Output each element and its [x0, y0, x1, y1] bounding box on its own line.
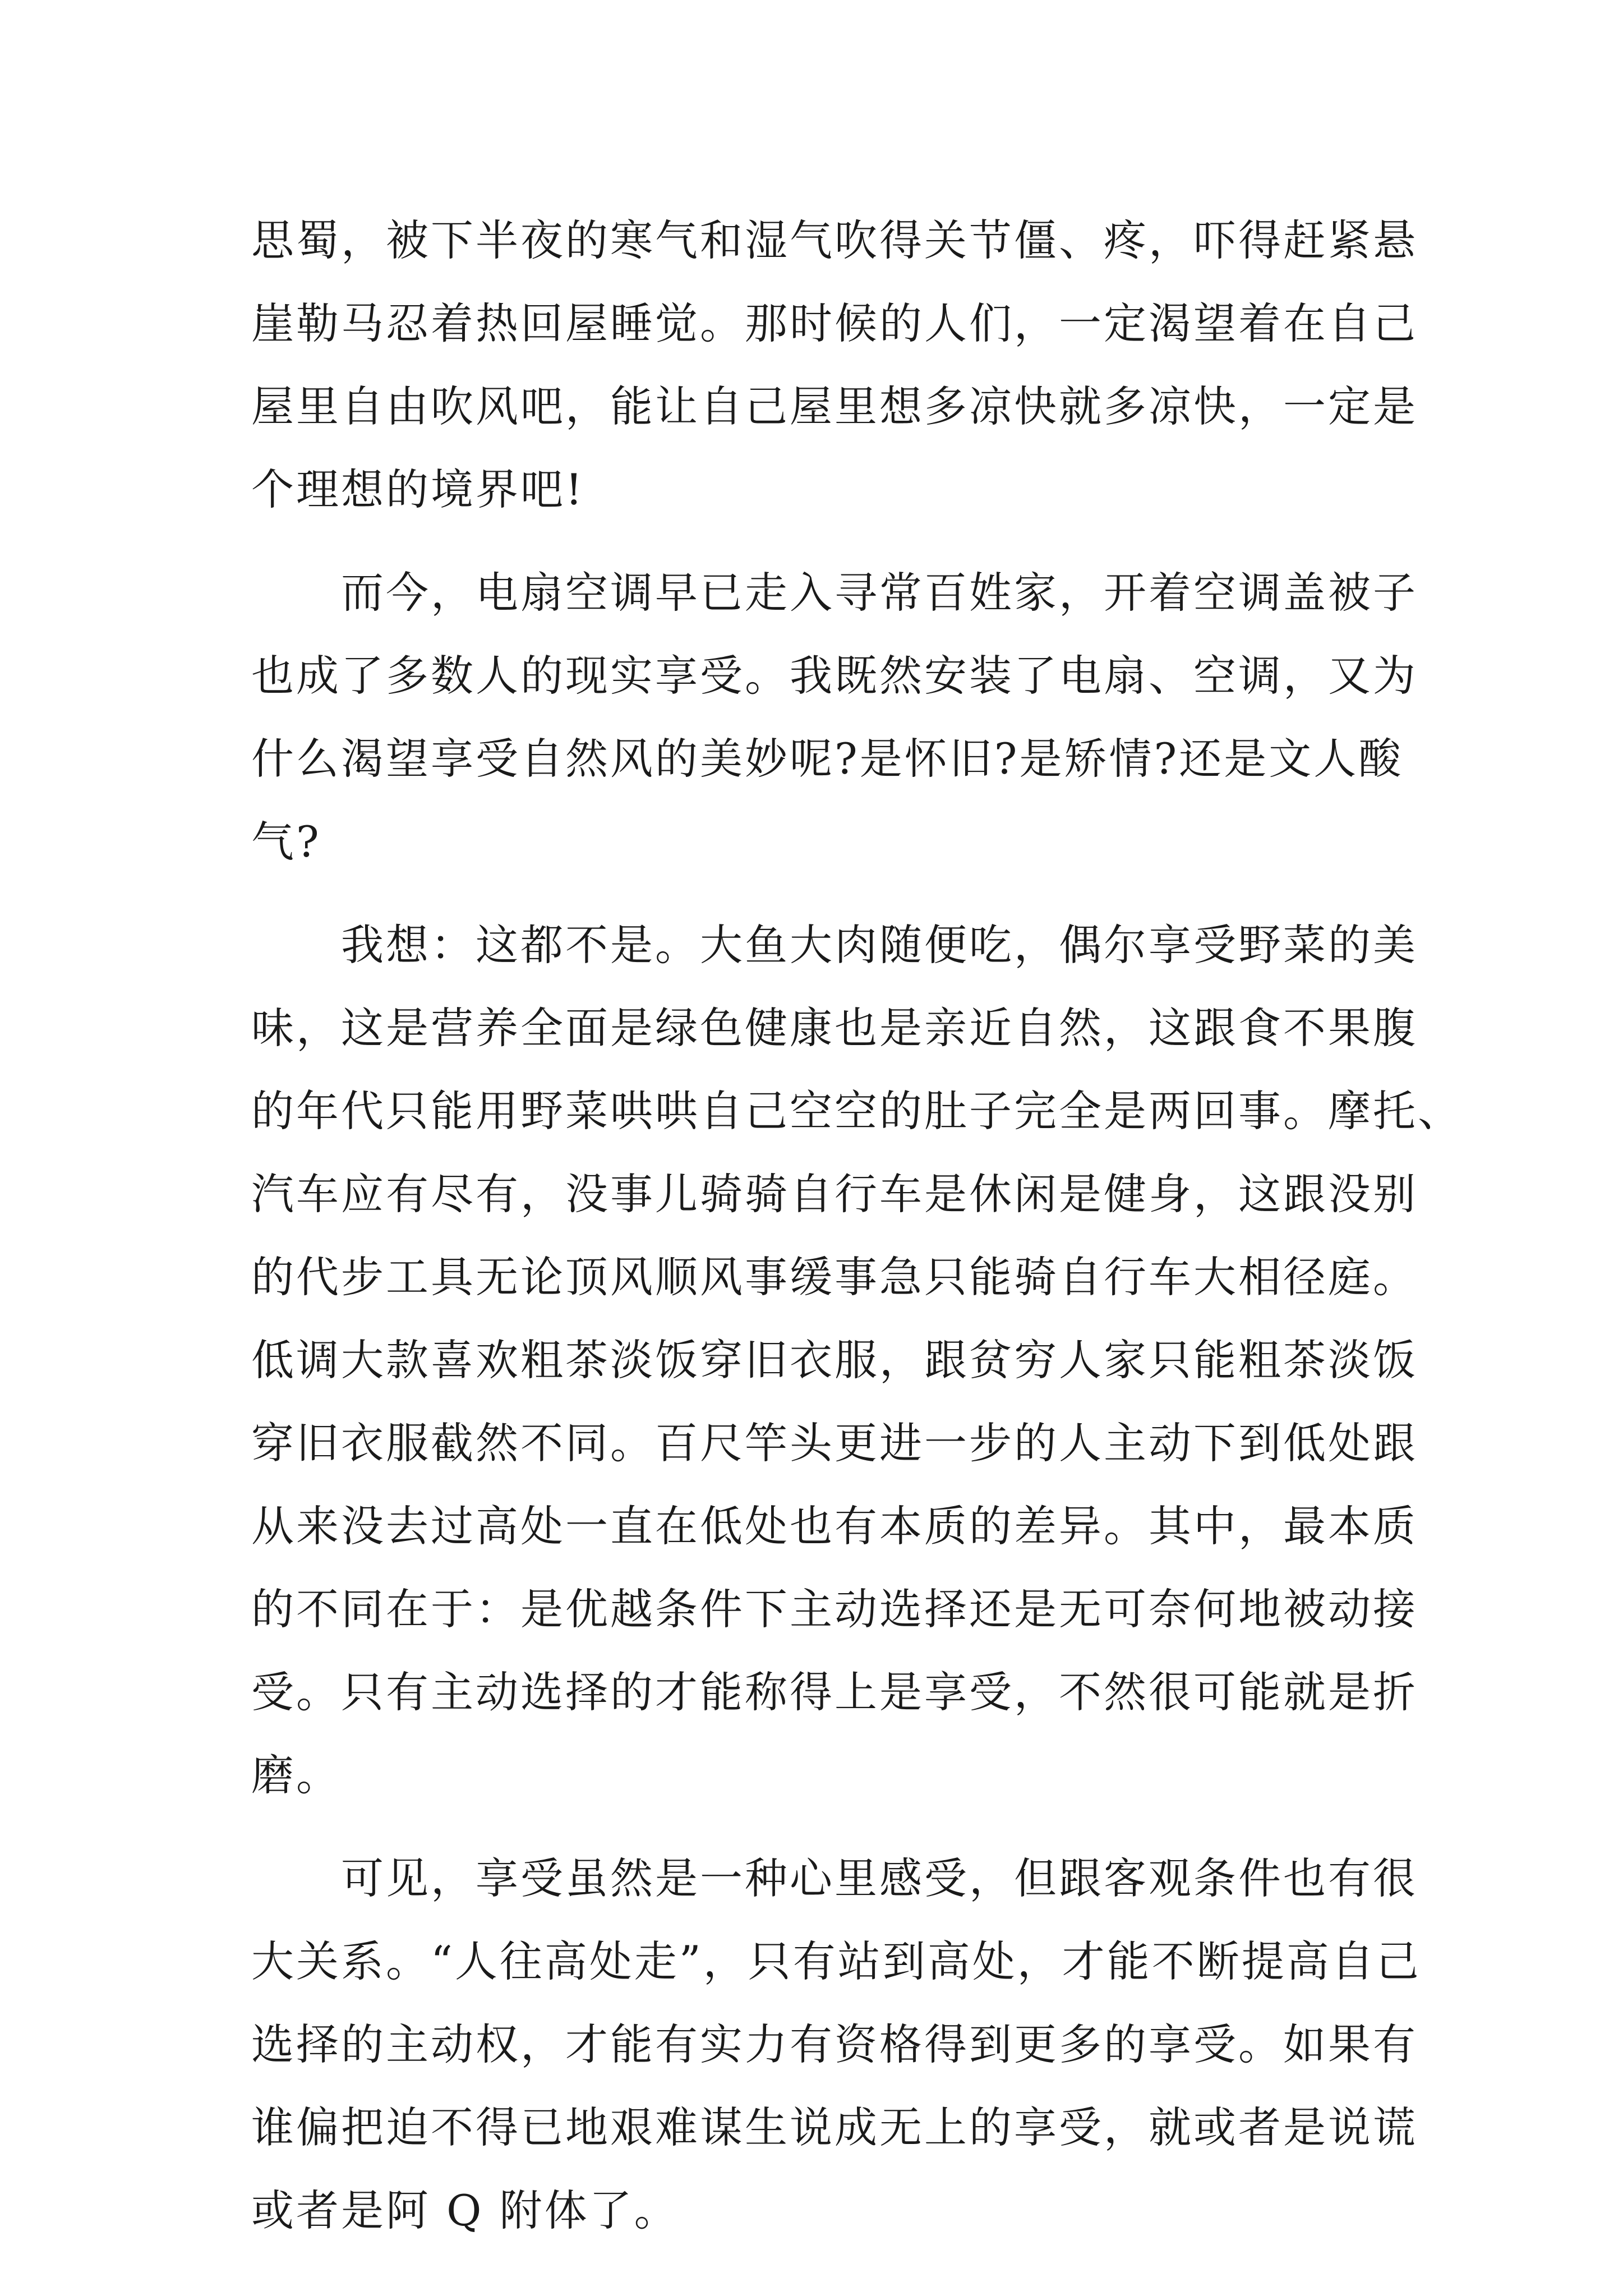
text-line: 味，这是营养全面是绿色健康也是亲近自然，这跟食不果腹	[251, 1003, 1418, 1053]
text-line: 可见，享受虽然是一种心里感受，但跟客观条件也有很	[341, 1853, 1418, 1903]
text-line: 低调大款喜欢粗茶淡饭穿旧衣服，跟贫穷人家只能粗茶淡饭	[251, 1335, 1418, 1385]
paragraph-gap	[251, 1817, 1395, 1837]
text-line: 我想：这都不是。大鱼大肉随便吃，偶尔享受野菜的美	[341, 920, 1418, 970]
text-line: 磨。	[251, 1750, 341, 1800]
text-line: 大关系。“人往高处走”，只有站到高处，才能不断提高自己	[251, 1936, 1421, 1986]
text-line: 崖勒马忍着热回屋睡觉。那时候的人们，一定渴望着在自己	[251, 298, 1418, 348]
paragraph-4	[251, 1837, 1421, 2252]
text-line: 汽车应有尽有，没事儿骑骑自行车是休闲是健身，这跟没别	[251, 1169, 1418, 1219]
text-line: 思蜀，被下半夜的寒气和湿气吹得关节僵、疼，吓得赶紧悬	[251, 215, 1418, 265]
body-text	[251, 199, 1463, 2252]
text-line: 而今，电扇空调早已走入寻常百姓家，开着空调盖被子	[341, 568, 1418, 618]
text-line: 谁偏把迫不得已地艰难谋生说成无上的享受，就或者是说谎	[251, 2102, 1418, 2152]
paragraph-gap	[251, 531, 1395, 551]
text-line: 气?	[251, 817, 321, 867]
text-line: 选择的主动权，才能有实力有资格得到更多的享受。如果有	[251, 2019, 1418, 2069]
text-line: 也成了多数人的现实享受。我既然安装了电扇、空调，又为	[251, 651, 1418, 701]
paragraph-1	[251, 199, 1418, 531]
text-line: 的代步工具无论顶风顺风事缓事急只能骑自行车大相径庭。	[251, 1252, 1418, 1302]
text-line: 穿旧衣服截然不同。百尺竿头更进一步的人主动下到低处跟	[251, 1418, 1418, 1468]
text-line: 的不同在于：是优越条件下主动选择还是无可奈何地被动接	[251, 1584, 1418, 1634]
text-line: 屋里自由吹风吧，能让自己屋里想多凉快就多凉快，一定是	[251, 381, 1418, 431]
text-line: 的年代只能用野菜哄哄自己空空的肚子完全是两回事。摩托、	[251, 1086, 1463, 1136]
paragraph-gap	[251, 884, 1395, 904]
text-line: 受。只有主动选择的才能称得上是享受，不然很可能就是折	[251, 1667, 1418, 1717]
text-line: 个理想的境界吧!	[251, 464, 585, 514]
text-line: 或者是阿 Q 附体了。	[251, 2185, 679, 2235]
text-line: 什么渴望享受自然风的美妙呢?是怀旧?是矫情?还是文人酸	[251, 734, 1404, 784]
paragraph-2	[251, 551, 1418, 884]
text-line: 从来没去过高处一直在低处也有本质的差异。其中，最本质	[251, 1501, 1418, 1551]
paragraph-3	[251, 904, 1463, 1817]
